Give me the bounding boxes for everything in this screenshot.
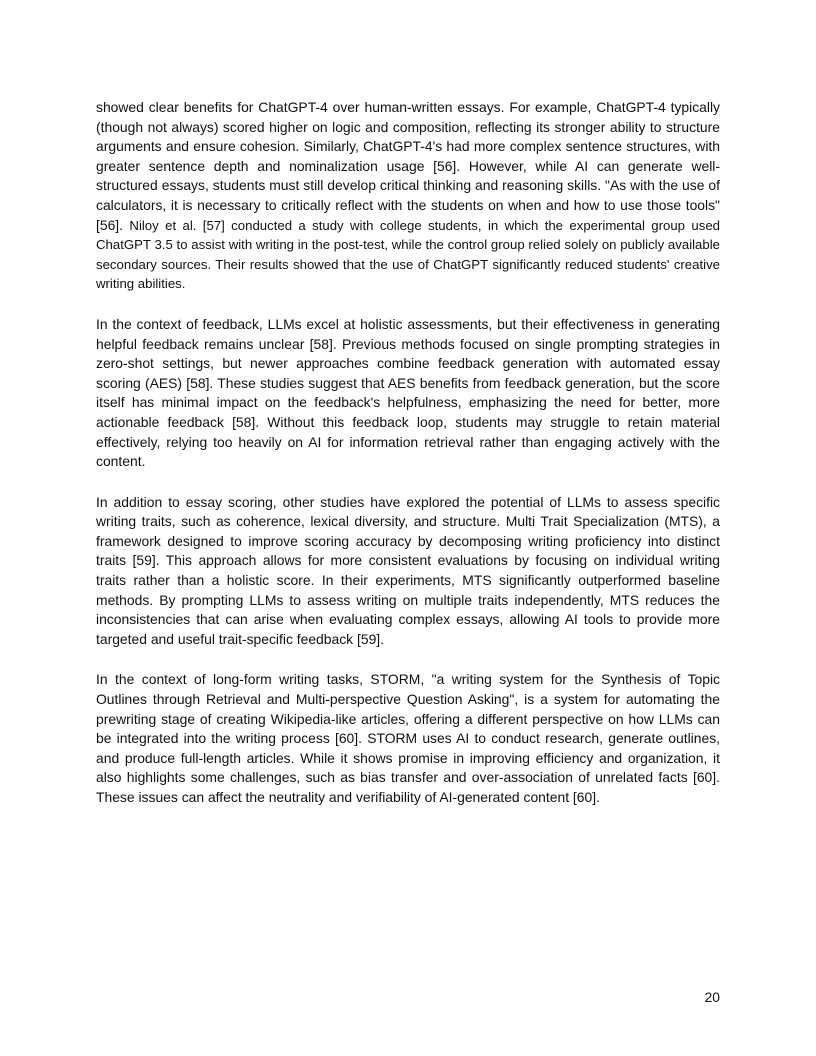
paragraph-4: In the context of long-form writing tasks, STORM, "a writing system for the Synthesis of Topic Outlines through Retrieval and Multi-perspective Question Asking", is a system for automating the prewriting stage of creating Wikipedia-like articles, offering a different perspective on how LLMs can be integrated into the writing process [60]. STORM uses AI to conduct research, generate outlines, and produce full-length articles. While it shows promise in improving efficiency and organization, it also highlights some challenges, such as bias transfer and over-association of unrelated facts [60]. These issues can affect the neutrality and verifiability of AI-generated content [60]. — [96, 671, 720, 805]
paragraph-1-part-b: Niloy et al. [57] conducted a study with college students, in which the experimental group used ChatGPT 3.5 to assist with writing in the post-test, while the control group relied solely on publicly available secondary sources. Their results showed that the use of ChatGPT significantly reduced students' creative writing abilities. — [96, 217, 720, 292]
paragraph-1 — [96, 98, 720, 294]
paragraph-2: In the context of feedback, LLMs excel at holistic assessments, but their effectiveness in generating helpful feedback remains unclear [58]. Previous methods focused on single prompting strategies in zero-shot settings, but newer approaches combine feedback generation with automated essay scoring (AES) [58]. These studies suggest that AES benefits from feedback generation, but the score itself has minimal impact on the feedback's helpfulness, emphasizing the need for better, more actionable feedback [58]. Without this feedback loop, students may struggle to retain material effectively, relying too heavily on AI for information retrieval rather than engaging actively with the content. — [96, 315, 720, 470]
page-body — [96, 98, 720, 829]
paragraph-1-part-a: showed clear benefits for ChatGPT-4 over human-written essays. For example, ChatGPT-4 typically (though not always) scored higher on logic and composition, reflecting its stronger ability to structure arguments and ensure cohesion. Similarly, ChatGPT-4's had more complex sentence structures, with greater sentence depth and nominalization usage [56]. However, while AI can generate well-structured essays, students must still develop critical thinking and reasoning skills. "As with the use of calculators, it is necessary to critically reflect with the students on when and how to use those tools" [56]. — [96, 99, 720, 233]
page-number: 20 — [704, 989, 720, 1005]
paragraph-3: In addition to essay scoring, other studies have explored the potential of LLMs to assess specific writing traits, such as coherence, lexical diversity, and structure. Multi Trait Specialization (MTS), a framework designed to improve scoring accuracy by decomposing writing proficiency into distinct traits [59]. This approach allows for more consistent evaluations by focusing on individual writing traits rather than a holistic score. In their experiments, MTS significantly outperformed baseline methods. By prompting LLMs to assess writing on multiple traits independently, MTS reduces the inconsistencies that can arise when evaluating complex essays, allowing AI tools to provide more targeted and useful trait-specific feedback [59]. — [96, 493, 720, 647]
